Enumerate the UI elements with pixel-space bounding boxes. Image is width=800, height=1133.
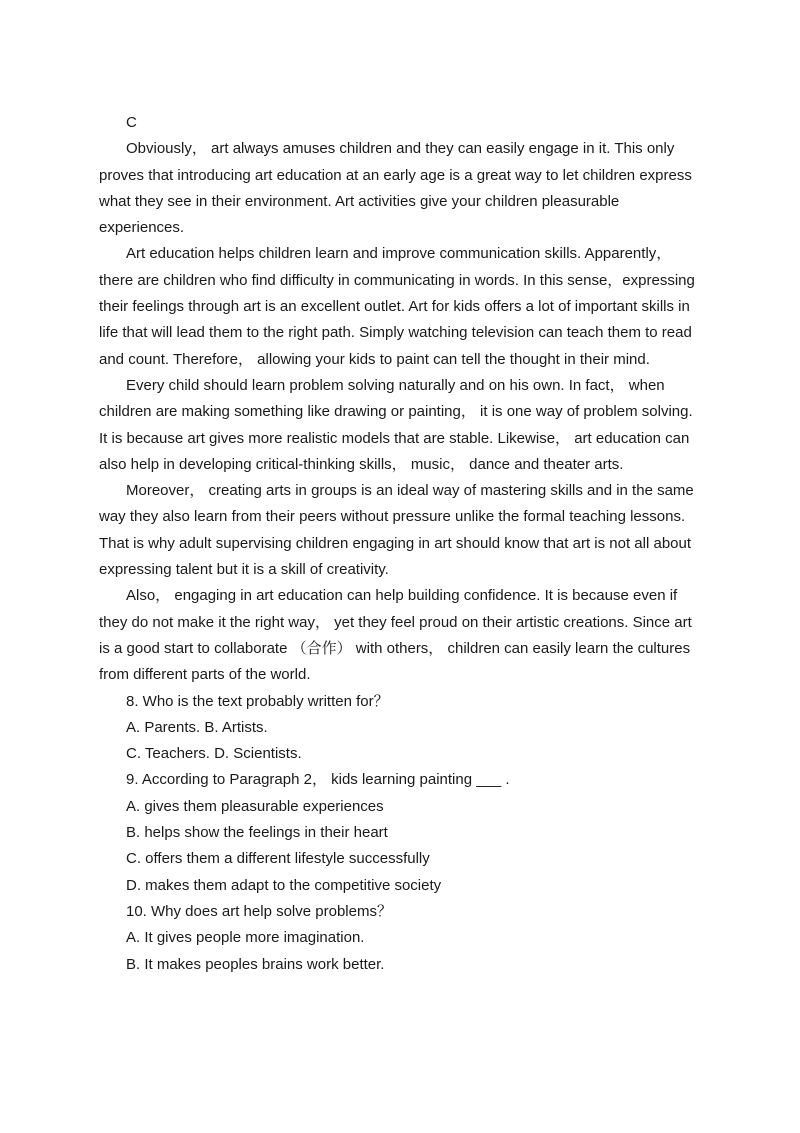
question-10-option-b: B. It makes peoples brains work better.	[126, 955, 385, 973]
question-10-option-a: A. It gives people more imagination.	[126, 929, 365, 947]
paragraph-1: Obviously， art always amuses children and they can easily engage in it. This only proves that introducing art education at an early age is a great way to let children express what they see in their environment. Art activities give your children pleasurable experiences.	[99, 140, 692, 237]
paragraph-4: Moreover， creating arts in groups is an ideal way of mastering skills and in the same way they also learn from their peers without pressure unlike the formal teaching lessons. That is why adult supervising children engaging in art should know that art is not all about expressing talent but it is a skill of creativity.	[99, 482, 694, 579]
question-8-options-ab: A. Parents. B. Artists.	[126, 718, 268, 736]
section-label: C	[126, 114, 137, 131]
question-8-options-cd: C. Teachers. D. Scientists.	[126, 745, 302, 763]
question-9-option-d: D. makes them adapt to the competitive society	[126, 876, 442, 894]
question-9: 9. According to Paragraph 2， kids learning painting ___ .	[126, 771, 510, 789]
question-8: 8. Who is the text probably written for？	[126, 692, 389, 710]
question-9-option-b: B. helps show the feelings in their heart	[126, 824, 388, 842]
question-list	[99, 689, 699, 978]
paragraph-3: Every child should learn problem solving naturally and on his own. In fact， when children are making something like drawing or painting， it is one way of problem solving. It is because art gives more realistic models that are stable. Likewise， art education can also help in developing critical-thinking skills， music， dance and theater arts.	[99, 376, 693, 473]
document-page	[99, 110, 699, 978]
question-9-option-a: A. gives them pleasurable experiences	[126, 797, 384, 815]
question-10: 10. Why does art help solve problems？	[126, 902, 392, 920]
question-9-option-c: C. offers them a different lifestyle successfully	[126, 850, 430, 868]
paragraph-5: Also， engaging in art education can help building confidence. It is because even if they do not make it the right way， yet they feel proud on their artistic creations. Since art is a good start to collaborate （合作） with others， children can easily learn the cultures from different parts of the world.	[99, 587, 692, 684]
paragraph-2: Art education helps children learn and improve communication skills. Apparently，there are children who find difficulty in communicating in words. In this sense，expressing their feelings through art is an excellent outlet. Art for kids offers a lot of important skills in life that will lead them to the right path. Simply watching television can teach them to read and count. Therefore， allowing your kids to paint can tell the thought in their mind.	[99, 245, 695, 368]
